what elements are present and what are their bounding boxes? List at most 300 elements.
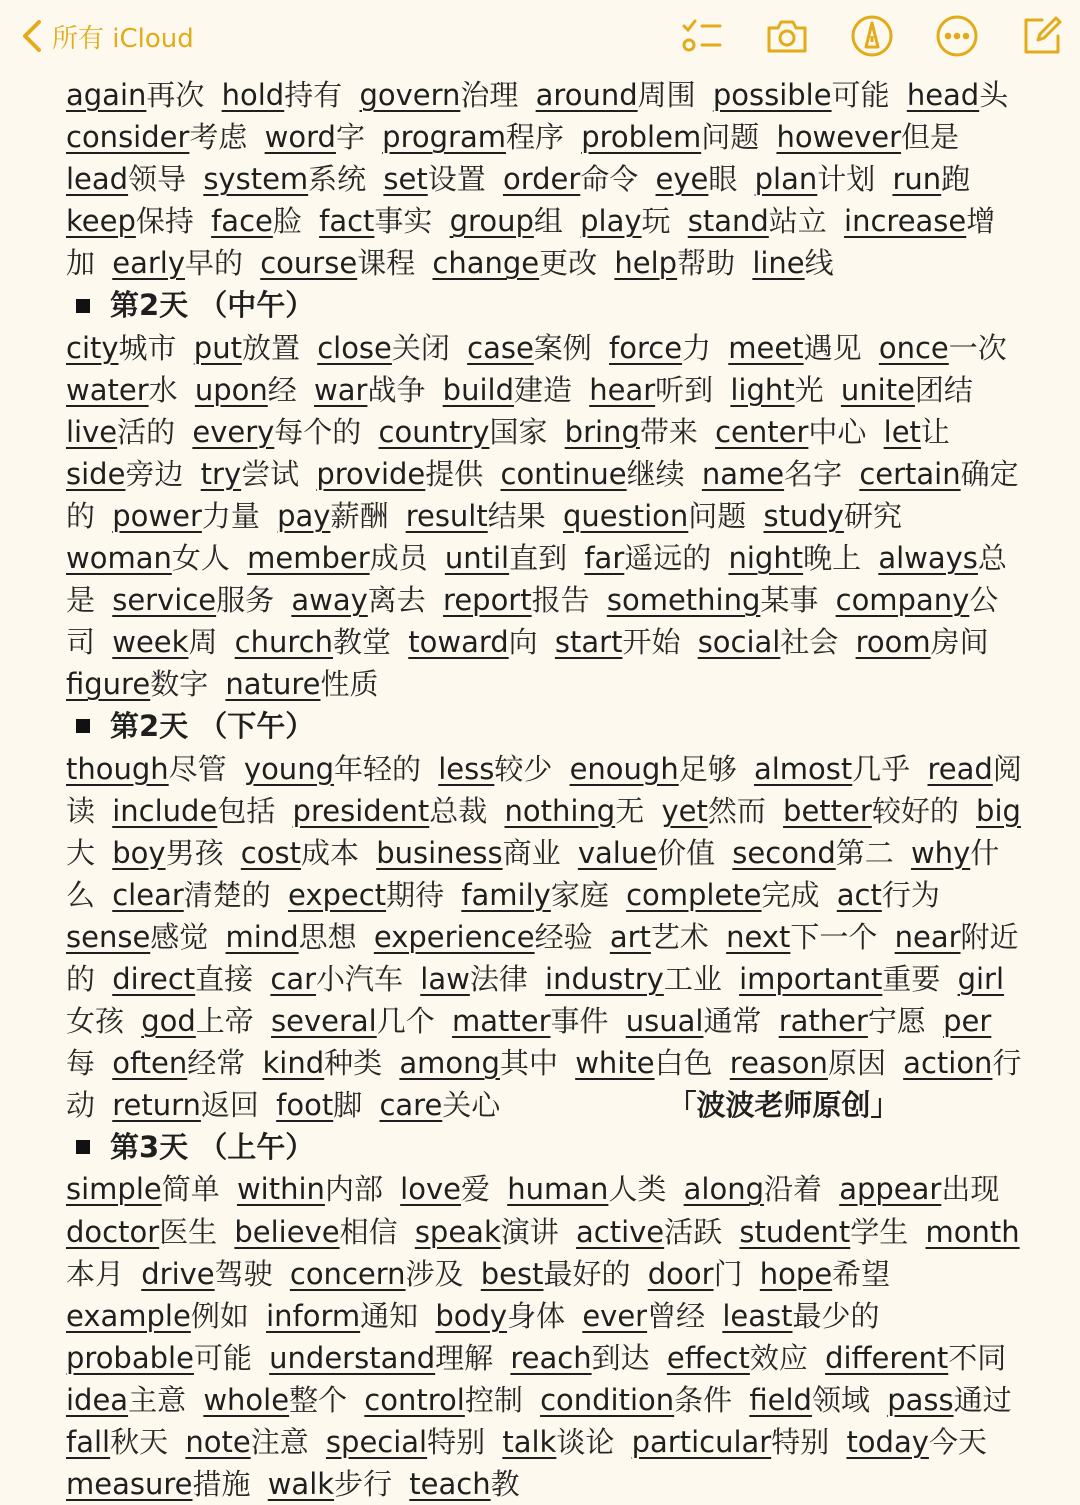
chinese-meaning: 保持 (135, 204, 194, 239)
chinese-meaning: 晚上 (803, 541, 862, 576)
chinese-meaning: 驾驶 (214, 1256, 273, 1291)
english-word-link[interactable]: return (112, 1088, 201, 1123)
chinese-meaning: 条件 (674, 1382, 733, 1417)
english-word-link[interactable]: once (878, 330, 949, 365)
english-word-link[interactable]: center (715, 414, 809, 449)
heading-text: 第2天 （中午） (110, 288, 315, 323)
vocab-entry (226, 920, 365, 954)
english-word-link[interactable]: something (606, 583, 761, 618)
vocab-entry (841, 373, 981, 407)
chinese-meaning: 通常 (703, 1004, 762, 1039)
english-word-link[interactable]: group (449, 204, 534, 239)
english-word-link[interactable]: month (925, 1214, 1020, 1249)
english-word-link[interactable]: figure (66, 667, 151, 702)
chinese-meaning: 活的 (117, 414, 176, 449)
chinese-meaning: 周围 (637, 78, 696, 112)
english-word-link[interactable]: note (185, 1425, 251, 1459)
vocab-entry (406, 499, 554, 533)
chinese-meaning: 报告 (531, 583, 590, 618)
english-word-link[interactable]: hold (221, 78, 285, 112)
english-word-link[interactable]: possible (712, 78, 832, 112)
vocab-entry (667, 1341, 816, 1375)
chinese-meaning: 行为 (881, 877, 940, 912)
english-word-link[interactable]: set (383, 162, 428, 197)
english-word-link[interactable]: special (325, 1425, 428, 1459)
english-word-link[interactable]: control (364, 1382, 465, 1417)
english-word-link[interactable]: social (697, 625, 781, 660)
chinese-meaning: 出现 (941, 1172, 1000, 1207)
english-word-link[interactable]: act (836, 877, 882, 912)
chinese-meaning: 包括 (217, 793, 276, 828)
english-word-link[interactable]: best (480, 1256, 544, 1291)
english-word-link[interactable]: car (270, 961, 317, 996)
vocab-entry (66, 1383, 194, 1417)
vocab-entry (887, 1383, 1019, 1417)
vocab-entry (276, 1088, 370, 1122)
vocab-entry (112, 878, 279, 912)
english-word-link[interactable]: inform (266, 1298, 361, 1333)
english-word-link[interactable]: foot (276, 1088, 334, 1123)
english-word-link[interactable]: condition (540, 1382, 675, 1417)
chinese-meaning: 总裁 (429, 793, 488, 828)
english-word-link[interactable]: help (614, 246, 678, 281)
more-button[interactable] (933, 12, 981, 60)
english-word-link[interactable]: whole (203, 1382, 290, 1417)
english-word-link[interactable]: least (722, 1298, 793, 1333)
english-word-link[interactable]: stand (687, 204, 769, 239)
english-word-link[interactable]: president (292, 793, 430, 828)
section-2 (66, 284, 1024, 705)
chinese-meaning: 尽管 (168, 751, 227, 786)
english-word-link[interactable]: head (906, 78, 980, 112)
english-word-link[interactable]: several (271, 1004, 377, 1039)
english-word-link[interactable]: power (112, 498, 202, 533)
chinese-meaning: 家庭 (550, 877, 609, 912)
vocab-entry (420, 962, 536, 996)
vocab-entry (112, 794, 283, 828)
english-word-link[interactable]: yet (661, 793, 708, 828)
english-word-link[interactable]: pass (887, 1382, 954, 1417)
english-word-link[interactable]: mind (225, 919, 299, 954)
english-word-link[interactable]: lead (66, 162, 129, 197)
chinese-meaning: 脸 (272, 204, 302, 239)
chinese-meaning: 线 (804, 246, 834, 281)
english-word-link[interactable]: law (420, 961, 470, 996)
english-word-link[interactable]: service (112, 583, 217, 618)
chinese-meaning: 力 (682, 330, 712, 365)
english-word-link[interactable]: play (580, 204, 642, 239)
day-heading (76, 1126, 1024, 1168)
vocab-entry (438, 752, 560, 786)
note-body[interactable] (66, 74, 1024, 1505)
chinese-meaning: 大 (66, 835, 96, 870)
vocab-entry (141, 1257, 280, 1291)
english-word-link[interactable]: church (234, 625, 333, 660)
english-word-link[interactable]: usual (625, 1004, 704, 1039)
english-word-link[interactable]: girl (957, 961, 1005, 996)
chinese-meaning: 可能 (831, 78, 890, 112)
english-word-link[interactable]: clear (112, 877, 184, 912)
english-word-link[interactable]: problem (581, 120, 702, 155)
day-heading (76, 705, 1024, 747)
chinese-meaning: 艺术 (650, 919, 709, 954)
vocab-entry (66, 920, 216, 954)
vocab-entry (359, 78, 526, 112)
english-word-link[interactable]: start (554, 625, 623, 660)
english-word-link[interactable]: young (243, 751, 334, 786)
english-word-link[interactable]: night (728, 541, 804, 576)
vocab-entry (270, 962, 411, 996)
vocab-entry (317, 331, 458, 365)
vocab-entry (755, 162, 884, 196)
english-word-link[interactable]: early (112, 246, 185, 281)
english-word-link[interactable]: body (435, 1298, 508, 1333)
chinese-meaning: 例如 (190, 1298, 249, 1333)
english-word-link[interactable]: reason (729, 1046, 828, 1081)
english-word-link[interactable]: believe (234, 1214, 340, 1249)
chinese-meaning: 一次 (948, 330, 1007, 365)
english-word-link[interactable]: result (405, 498, 488, 533)
vocab-entry (379, 1088, 508, 1122)
english-word-link[interactable]: read (927, 751, 993, 786)
english-word-link[interactable]: keep (66, 204, 136, 239)
english-word-link[interactable]: include (112, 793, 218, 828)
english-word-link[interactable]: let (883, 414, 921, 449)
chinese-meaning: 房间 (930, 625, 989, 660)
english-word-link[interactable]: increase (844, 204, 967, 239)
english-word-link[interactable]: complete (626, 877, 762, 912)
english-word-link[interactable]: force (609, 330, 683, 365)
english-word-link[interactable]: nature (225, 667, 321, 702)
checklist-button[interactable] (678, 12, 726, 60)
chinese-meaning: 几乎 (852, 751, 911, 786)
compose-button[interactable] (1018, 12, 1066, 60)
vocab-entry (856, 625, 997, 659)
english-word-link[interactable]: talk (502, 1425, 557, 1459)
english-word-link[interactable]: always (878, 541, 978, 576)
english-word-link[interactable]: particular (631, 1425, 772, 1459)
vocab-entry (545, 962, 730, 996)
english-word-link[interactable]: teach (409, 1467, 491, 1502)
chinese-meaning: 教堂 (333, 625, 392, 660)
english-word-link[interactable]: drive (141, 1256, 215, 1291)
english-word-link[interactable]: effect (666, 1340, 750, 1375)
chinese-meaning: 提供 (425, 456, 484, 491)
chinese-meaning: 事实 (374, 204, 433, 239)
vocab-entry (702, 457, 850, 491)
english-word-link[interactable]: ever (582, 1298, 648, 1333)
english-word-link[interactable]: close (317, 330, 392, 365)
english-word-link[interactable]: country (378, 414, 490, 449)
english-word-link[interactable]: put (193, 330, 242, 365)
english-word-link[interactable]: week (112, 625, 189, 660)
english-word-link[interactable]: less (438, 751, 495, 786)
english-word-link[interactable]: however (776, 120, 902, 155)
vocab-entry (783, 794, 967, 828)
english-word-link[interactable]: away (291, 583, 368, 618)
english-word-link[interactable]: big (976, 793, 1021, 828)
chinese-meaning: 思想 (298, 919, 357, 954)
chinese-meaning: 玩 (641, 204, 671, 239)
english-word-link[interactable]: among (399, 1046, 500, 1081)
vocab-entry (241, 836, 367, 870)
navigation-bar (0, 0, 1080, 76)
english-word-link[interactable]: water (66, 372, 149, 407)
vocab-entry (195, 373, 305, 407)
chinese-meaning: 案例 (533, 330, 592, 365)
vocab-entry (576, 1215, 730, 1249)
chinese-meaning: 沿着 (763, 1172, 822, 1207)
chinese-meaning: 行动 (66, 1046, 1022, 1123)
word-paragraph (66, 74, 1024, 284)
chinese-meaning: 最好的 (543, 1256, 631, 1291)
english-word-link[interactable]: pay (277, 498, 331, 533)
vocab-entry (235, 625, 399, 659)
english-word-link[interactable]: per (943, 1004, 992, 1039)
vocab-entry (66, 331, 185, 365)
english-word-link[interactable]: though (66, 751, 169, 786)
english-word-link[interactable]: plan (754, 162, 818, 197)
chinese-meaning: 成本 (300, 835, 359, 870)
english-word-link[interactable]: business (376, 835, 503, 870)
english-word-link[interactable]: different (825, 1340, 949, 1375)
english-word-link[interactable]: human (507, 1172, 609, 1207)
vocab-entry (728, 331, 869, 365)
chinese-meaning: 人类 (608, 1172, 667, 1207)
chinese-meaning: 继续 (626, 456, 685, 491)
english-word-link[interactable]: art (609, 919, 651, 954)
vocab-entry (540, 1383, 740, 1417)
vocab-entry (277, 499, 396, 533)
english-word-link[interactable]: matter (451, 1004, 551, 1039)
chinese-meaning: 公司 (66, 583, 999, 660)
chinese-meaning: 研究 (843, 498, 902, 533)
english-word-link[interactable]: next (726, 919, 791, 954)
english-word-link[interactable]: cost (240, 835, 301, 870)
markup-button[interactable] (848, 12, 896, 60)
english-word-link[interactable]: along (683, 1172, 764, 1207)
english-word-link[interactable]: build (442, 372, 514, 407)
english-word-link[interactable]: probable (66, 1340, 194, 1375)
english-word-link[interactable]: within (236, 1172, 325, 1207)
chinese-meaning: 学生 (850, 1214, 909, 1249)
english-word-link[interactable]: student (739, 1214, 851, 1249)
english-word-link[interactable]: program (382, 120, 506, 155)
chinese-meaning: 通知 (360, 1298, 419, 1333)
chinese-meaning: 可能 (193, 1340, 252, 1375)
vocab-entry (66, 120, 255, 154)
vocab-entry (726, 920, 885, 954)
english-word-link[interactable]: word (264, 120, 336, 155)
english-word-link[interactable]: care (379, 1088, 443, 1123)
english-word-link[interactable]: often (112, 1046, 188, 1081)
english-word-link[interactable]: important (739, 961, 883, 996)
english-word-link[interactable]: govern (359, 78, 461, 112)
english-word-link[interactable]: consider (66, 120, 190, 155)
english-word-link[interactable]: understand (269, 1340, 436, 1375)
english-word-link[interactable]: bring (564, 414, 640, 449)
vocab-entry (452, 1004, 617, 1038)
chinese-meaning: 眼 (708, 162, 738, 197)
english-word-link[interactable]: fall (66, 1425, 111, 1459)
english-word-link[interactable]: boy (112, 835, 166, 870)
english-word-link[interactable]: change (432, 246, 540, 281)
english-word-link[interactable]: continue (500, 456, 627, 491)
english-word-link[interactable]: unite (840, 372, 915, 407)
english-word-link[interactable]: white (575, 1046, 655, 1081)
english-word-link[interactable]: report (443, 583, 532, 618)
english-word-link[interactable]: action (903, 1046, 993, 1081)
english-word-link[interactable]: idea (66, 1382, 129, 1417)
english-word-link[interactable]: until (444, 541, 510, 576)
chinese-meaning: 到达 (591, 1340, 650, 1375)
english-word-link[interactable]: almost (753, 751, 853, 786)
english-word-link[interactable]: room (855, 625, 931, 660)
english-word-link[interactable]: near (894, 919, 961, 954)
english-word-link[interactable]: direct (112, 961, 196, 996)
english-word-link[interactable]: family (461, 877, 551, 912)
chinese-meaning: 命令 (580, 162, 639, 197)
english-word-link[interactable]: door (647, 1256, 714, 1291)
english-word-link[interactable]: walk (267, 1467, 335, 1502)
english-word-link[interactable]: why (910, 835, 971, 870)
chinese-meaning: 工业 (663, 961, 722, 996)
back-button[interactable] (20, 16, 194, 56)
english-word-link[interactable]: reach (510, 1340, 592, 1375)
vocab-entry (112, 246, 251, 280)
english-word-link[interactable]: name (701, 456, 785, 491)
vocab-entry (66, 1215, 225, 1249)
english-word-link[interactable]: eye (655, 162, 709, 197)
english-word-link[interactable]: appear (839, 1172, 942, 1207)
english-word-link[interactable]: case (467, 330, 534, 365)
vocab-entry (194, 331, 308, 365)
english-word-link[interactable]: company (835, 583, 970, 618)
english-word-link[interactable]: course (260, 246, 358, 281)
english-word-link[interactable]: system (203, 162, 309, 197)
english-word-link[interactable]: face (211, 204, 273, 239)
square-bullet-icon (76, 299, 90, 313)
english-word-link[interactable]: measure (66, 1467, 193, 1502)
day-heading (76, 284, 1024, 326)
chinese-meaning: 再次 (146, 78, 205, 112)
english-word-link[interactable]: today (846, 1425, 929, 1459)
chinese-meaning: 经常 (187, 1046, 246, 1081)
vocab-entry (290, 1257, 472, 1291)
vocab-entry (722, 1299, 887, 1333)
chinese-meaning: 持有 (284, 78, 343, 112)
english-word-link[interactable]: hear (589, 372, 656, 407)
chinese-meaning: 主意 (128, 1382, 187, 1417)
english-word-link[interactable]: value (577, 835, 658, 870)
vocab-entry (222, 78, 351, 112)
english-word-link[interactable]: try (200, 456, 242, 491)
english-word-link[interactable]: simple (66, 1172, 162, 1207)
chinese-meaning: 身体 (507, 1298, 566, 1333)
english-word-link[interactable]: example (66, 1298, 191, 1333)
english-word-link[interactable]: certain (859, 456, 961, 491)
chinese-meaning: 特别 (427, 1425, 486, 1459)
english-word-link[interactable]: rather (778, 1004, 868, 1039)
english-word-link[interactable]: member (247, 541, 370, 576)
english-word-link[interactable]: sense (66, 919, 151, 954)
english-word-link[interactable]: toward (408, 625, 509, 660)
camera-icon (765, 14, 809, 58)
chinese-meaning: 效应 (749, 1340, 808, 1375)
vocab-entry (66, 1467, 259, 1501)
vocab-entry (432, 246, 605, 280)
section-4 (66, 1126, 1024, 1505)
chinese-meaning: 措施 (192, 1467, 251, 1502)
chinese-meaning: 清楚的 (183, 877, 271, 912)
english-word-link[interactable]: study (763, 498, 844, 533)
english-word-link[interactable]: line (752, 246, 805, 281)
english-word-link[interactable]: every (192, 414, 275, 449)
english-word-link[interactable]: expect (288, 877, 387, 912)
english-word-link[interactable]: around (535, 78, 638, 112)
english-word-link[interactable]: order (502, 162, 581, 197)
english-word-link[interactable]: nothing (504, 793, 616, 828)
english-word-link[interactable]: active (576, 1214, 665, 1249)
english-word-link[interactable]: better (783, 793, 872, 828)
chinese-meaning: 演讲 (500, 1214, 559, 1249)
english-word-link[interactable]: concern (289, 1256, 406, 1291)
english-word-link[interactable]: enough (569, 751, 679, 786)
english-word-link[interactable]: second (732, 835, 836, 870)
chinese-meaning: 遥远的 (624, 541, 712, 576)
chinese-meaning: 开始 (622, 625, 681, 660)
camera-button[interactable] (763, 12, 811, 60)
english-word-link[interactable]: far (584, 541, 625, 576)
english-word-link[interactable]: side (66, 456, 126, 491)
chinese-meaning: 阅读 (66, 751, 1022, 828)
vocab-entry (502, 1425, 622, 1459)
english-word-link[interactable]: industry (545, 961, 664, 996)
english-word-link[interactable]: god (141, 1004, 196, 1039)
english-word-link[interactable]: provide (316, 456, 426, 491)
english-word-link[interactable]: love (400, 1172, 461, 1207)
english-word-link[interactable]: speak (414, 1214, 501, 1249)
vocab-entry (732, 836, 901, 870)
vocab-entry (760, 1257, 898, 1291)
english-word-link[interactable]: hope (759, 1256, 833, 1291)
english-word-link[interactable]: woman (66, 541, 172, 576)
english-word-link[interactable]: war (314, 372, 368, 407)
chinese-meaning: 宁愿 (867, 1004, 926, 1039)
chinese-meaning: 爱 (460, 1172, 490, 1207)
english-word-link[interactable]: field (749, 1382, 812, 1417)
vocab-entry (907, 78, 1016, 112)
chinese-meaning: 年轻的 (333, 751, 421, 786)
english-word-link[interactable]: upon (194, 372, 268, 407)
chinese-meaning: 简单 (161, 1172, 220, 1207)
vocab-entry (582, 1299, 713, 1333)
english-word-link[interactable]: run (892, 162, 942, 197)
english-word-link[interactable]: live (66, 414, 118, 449)
english-word-link[interactable]: kind (262, 1046, 325, 1081)
english-word-link[interactable]: meet (728, 330, 804, 365)
vocab-entry (112, 1046, 253, 1080)
english-word-link[interactable]: city (66, 330, 119, 365)
english-word-link[interactable]: question (562, 498, 689, 533)
english-word-link[interactable]: again (66, 78, 147, 112)
english-word-link[interactable]: doctor (66, 1214, 160, 1249)
english-word-link[interactable]: light (730, 372, 795, 407)
vocab-entry (626, 1004, 770, 1038)
vocab-entry (481, 1257, 639, 1291)
english-word-link[interactable]: experience (373, 919, 535, 954)
english-word-link[interactable]: fact (319, 204, 375, 239)
